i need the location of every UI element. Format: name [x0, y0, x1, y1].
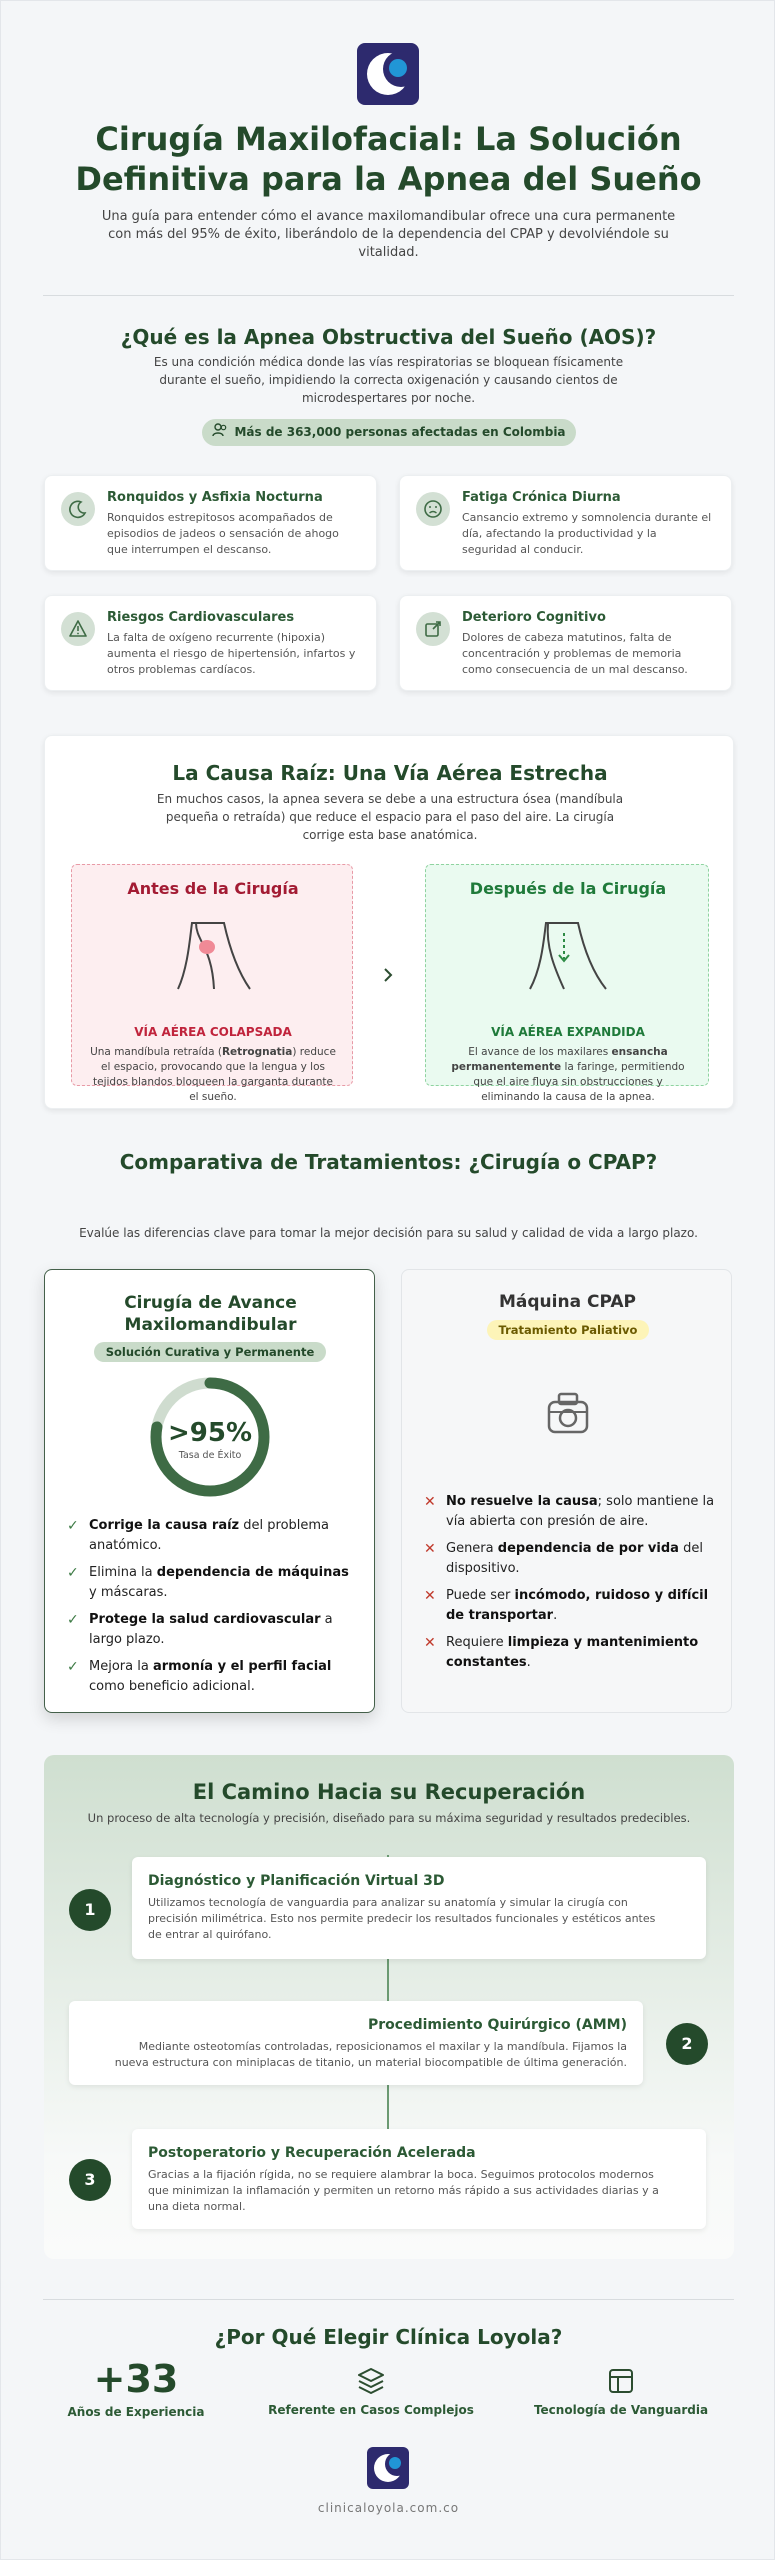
divider	[43, 2299, 734, 2300]
why-title: ¿Por Qué Elegir Clínica Loyola?	[214, 2325, 563, 2349]
after-title: Después de la Cirugía	[469, 879, 667, 898]
cpap-bullet: No resuelve la causa; solo mantiene la vía abierta con presión de aire.	[446, 1494, 715, 1529]
cpap-bullet: Genera dependencia de por vida del dispositivo.	[446, 1541, 703, 1576]
clinic-logo	[357, 43, 419, 105]
users-icon	[212, 420, 228, 446]
cpap-machine-icon	[541, 1386, 595, 1440]
cpap-title: Máquina CPAP	[499, 1292, 636, 1312]
feature-card-fatigue: Fatiga Crónica Diurna Cansancio extremo y somnolencia durante el día, afectando la productividad y la seguridad al conducir.	[399, 475, 732, 571]
before-text: Una mandíbula retraída (Retrognatia) reduce el espacio, provocando que la lengua y los tejidos blandos bloqueen la garganta durante el sueño.	[90, 1046, 336, 1103]
surgery-bullet: Protege la salud cardiovascular a largo plazo.	[89, 1612, 333, 1647]
step-1-badge: 1	[69, 1889, 111, 1931]
footer-logo	[367, 2447, 409, 2489]
cpap-bullet: Puede ser incómodo, ruidoso y difícil de transportar.	[446, 1588, 709, 1623]
step-3-badge: 3	[69, 2159, 111, 2201]
step-2-badge: 2	[666, 2023, 708, 2065]
curative-badge: Solución Curativa y Permanente	[94, 1342, 326, 1362]
moon-icon	[61, 492, 95, 526]
layout-icon	[607, 2367, 635, 2395]
expanded-airway-label: VÍA AÉREA EXPANDIDA	[491, 1025, 645, 1039]
chevron-right-icon	[378, 965, 398, 989]
step-1-card: Diagnóstico y Planificación Virtual 3D Utilizamos tecnología de vanguardia para analizar su anatomía y simular la cirugía con precisión milimétrica. Esto nos permite predecir los resultados funcionales y estéticos antes de entrar al quirófano.	[132, 1857, 706, 1959]
step-3-card: Postoperatorio y Recuperación Acelerada Gracias a la fijación rígida, no se requiere alambrar la boca. Seguimos protocolos modernos que minimizan la inflamación y permiten un retorno más rápido a sus actividades diarias y a una dieta normal.	[132, 2129, 706, 2229]
surgery-bullet: Elimina la dependencia de máquinas y máscaras.	[89, 1565, 349, 1600]
before-title: Antes de la Cirugía	[127, 879, 299, 898]
cause-desc: En muchos casos, la apnea severa se debe a una estructura ósea (mandíbula pequeña o retraída) que reduce el espacio para el paso del aire. La cirugía corrige esta base anatómica.	[156, 792, 624, 842]
recovery-desc: Un proceso de alta tecnología y precisión, diseñado para su máxima seguridad y resultados predecibles.	[87, 1811, 691, 1825]
cpap-marker-icon: ✕	[424, 1635, 436, 1651]
cpap-card	[401, 1269, 732, 1713]
stat-pill: Más de 363,000 personas afectadas en Colombia	[202, 419, 576, 446]
aos-title: ¿Qué es la Apnea Obstructiva del Sueño (AOS)?	[120, 325, 657, 349]
cpap-marker-icon: ✕	[424, 1588, 436, 1604]
cpap-marker-icon: ✕	[424, 1541, 436, 1557]
compare-title: Comparativa de Tratamientos: ¿Cirugía o CPAP?	[119, 1150, 658, 1174]
step-2-card: Procedimiento Quirúrgico (AMM) Mediante osteotomías controladas, reposicionamos el maxilar y la mandíbula. Fijamos la nueva estructura con miniplacas de titanio, un material biocompatible de última generación.	[69, 2001, 643, 2085]
complex-cases-label: Referente en Casos Complejos	[268, 2403, 474, 2417]
years-value: +33	[93, 2357, 179, 2401]
compare-desc: Evalúe las diferencias clave para tomar la mejor decisión para su salud y calidad de vida a largo plazo.	[79, 1226, 698, 1240]
expanded-airway-illustration	[520, 917, 616, 997]
warning-icon	[61, 612, 95, 646]
recovery-section	[44, 1755, 734, 2259]
layers-icon	[355, 2365, 387, 2397]
collapsed-airway-label: VÍA AÉREA COLAPSADA	[134, 1025, 292, 1039]
footer-website-link[interactable]: clinicaloyola.com.co	[317, 2501, 460, 2515]
after-surgery-panel	[425, 864, 709, 1103]
divider	[43, 295, 734, 296]
success-value: >95%	[167, 1418, 253, 1448]
surgery-card	[44, 1269, 375, 1713]
surgery-title: Cirugía de Avance Maxilomandibular	[124, 1293, 297, 1335]
feature-card-cognitive: Deterioro Cognitivo Dolores de cabeza matutinos, falta de concentración y problemas de memoria como consecuencia de un mal descanso.	[399, 595, 732, 691]
external-link-icon	[416, 612, 450, 646]
cpap-bullet: Requiere limpieza y mantenimiento constantes.	[446, 1635, 699, 1670]
cpap-marker-icon: ✕	[424, 1494, 436, 1510]
after-text: El avance de los maxilares ensancha permanentemente la faringe, permitiendo que el aire fluya sin obstrucciones y eliminando la causa de la apnea.	[451, 1046, 685, 1103]
surgery-bullet: Corrige la causa raíz del problema anatómico.	[89, 1518, 330, 1553]
surgery-marker-icon: ✓	[67, 1612, 79, 1628]
aos-desc: Es una condición médica donde las vías respiratorias se bloquean físicamente durante el sueño, impidiendo la correcta oxigenación y causando cientos de microdespertares por noche.	[153, 355, 624, 405]
page-subtitle: Una guía para entender cómo el avance maxilomandibular ofrece una cura permanente con más del 95% de éxito, liberándolo de la dependencia del CPAP y devolviéndole su vitalidad.	[101, 209, 676, 260]
recovery-title: El Camino Hacia su Recuperación	[192, 1780, 586, 1804]
cause-section	[44, 735, 734, 1109]
surgery-bullet: Mejora la armonía y el perfil facial como beneficio adicional.	[89, 1659, 332, 1694]
surgery-marker-icon: ✓	[67, 1518, 79, 1534]
page-title: Cirugía Maxilofacial: La Solución Definitiva para la Apnea del Sueño	[75, 120, 702, 198]
palliative-badge: Tratamiento Paliativo	[487, 1320, 649, 1340]
success-label: Tasa de Éxito	[178, 1450, 242, 1461]
surgery-marker-icon: ✓	[67, 1659, 79, 1675]
collapsed-airway-illustration	[166, 917, 262, 997]
feature-card-cardio: Riesgos Cardiovasculares La falta de oxígeno recurrente (hipoxia) aumenta el riesgo de hipertensión, infartos y otros problemas cardíacos.	[44, 595, 377, 691]
years-label: Años de Experiencia	[67, 2405, 205, 2419]
before-surgery-panel	[71, 864, 353, 1103]
frown-icon	[416, 492, 450, 526]
cause-title: La Causa Raíz: Una Vía Aérea Estrecha	[172, 761, 608, 785]
technology-label: Tecnología de Vanguardia	[533, 2403, 709, 2417]
feature-card-snoring: Ronquidos y Asfixia Nocturna Ronquidos estrepitosos acompañados de episodios de jadeos o sensación de ahogo que interrumpen el descanso.	[44, 475, 377, 571]
surgery-marker-icon: ✓	[67, 1565, 79, 1581]
